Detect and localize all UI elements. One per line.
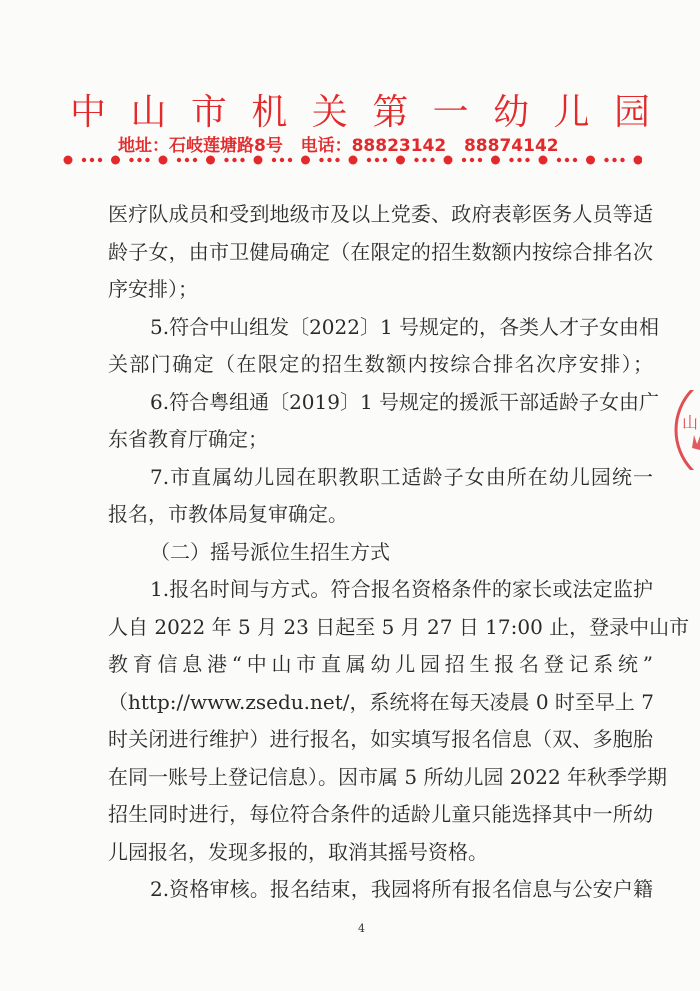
text-line: 医疗队成员和受到地级市及以上党委、政府表彰医务人员等适 xyxy=(108,202,653,226)
rule-small-dot xyxy=(573,158,577,162)
rule-small-dot xyxy=(185,158,189,162)
rule-dot xyxy=(301,156,310,165)
rule-dot xyxy=(254,156,263,165)
text-line: 关部门确定（在限定的招生数额内按综合排名次序安排）； xyxy=(108,352,653,376)
rule-dot xyxy=(586,156,595,165)
rule-small-dot xyxy=(367,158,371,162)
rule-small-dot xyxy=(137,158,141,162)
text-line: 1.报名时间与方式。符合报名资格条件的家长或法定监护 xyxy=(150,577,653,601)
rule-small-dot xyxy=(620,158,624,162)
page-number: 4 xyxy=(358,922,365,935)
rule-small-dot xyxy=(414,158,418,162)
title-char: 关 xyxy=(311,92,348,133)
rule-dot xyxy=(64,156,73,165)
rule-small-dot xyxy=(478,158,482,162)
rule-small-dot xyxy=(383,158,387,162)
rule-dot xyxy=(111,156,120,165)
text-line: 7.市直属幼儿园在职教职工适龄子女由所在幼儿园统一 xyxy=(150,464,653,489)
rule-dot xyxy=(159,156,168,165)
rule-small-dot xyxy=(280,158,284,162)
text-line: 2.资格审核。报名结束，我园将所有报名信息与公安户籍 xyxy=(150,877,653,901)
rule-small-dot xyxy=(193,158,197,162)
title-char: 第 xyxy=(372,92,409,133)
seal-char: 山 xyxy=(682,413,699,432)
seal-star-icon xyxy=(692,435,700,450)
rule-small-dot xyxy=(240,158,244,162)
rule-dot xyxy=(206,156,215,165)
text-line: 在同一账号上登记信息）。因市属 5 所幼儿园 2022 年秋季学期 xyxy=(108,764,668,789)
rule-small-dot xyxy=(335,158,339,162)
text-line: 东省教育厅确定； xyxy=(108,427,268,451)
title-char: 机 xyxy=(251,92,288,133)
rule-small-dot xyxy=(272,158,276,162)
rule-small-dot xyxy=(319,158,323,162)
rule-dot xyxy=(444,156,453,165)
letterhead-address: 地址：石岐莲塘路8号 电话：88823142 88874142 xyxy=(118,136,559,156)
rule-small-dot xyxy=(525,158,529,162)
text-line: 儿园报名，发现多报的，取消其摇号资格。 xyxy=(108,839,488,864)
text-line: 龄子女，由市卫健局确定（在限定的招生数额内按综合排名次 xyxy=(108,239,653,264)
rule-small-dot xyxy=(430,158,434,162)
rule-small-dot xyxy=(98,158,102,162)
title-char: 中 xyxy=(70,92,107,133)
text-line: 报名，市教体局复审确定。 xyxy=(108,502,348,526)
rule-small-dot xyxy=(327,158,331,162)
rule-dot xyxy=(491,156,500,165)
rule-small-dot xyxy=(422,158,426,162)
rule-small-dot xyxy=(462,158,466,162)
rule-small-dot xyxy=(604,158,608,162)
rule-small-dot xyxy=(224,158,228,162)
rule-small-dot xyxy=(145,158,149,162)
rule-small-dot xyxy=(565,158,569,162)
title-char: 儿 xyxy=(553,92,590,133)
rule-small-dot xyxy=(612,158,616,162)
official-seal xyxy=(672,390,700,470)
title-char: 园 xyxy=(613,92,650,133)
title-char: 幼 xyxy=(493,92,530,133)
text-line: 招生同时进行，每位符合条件的适龄儿童只能选择其中一所幼 xyxy=(108,802,653,826)
rule-small-dot xyxy=(288,158,292,162)
text-line: 5.符合中山组发〔2022〕1 号规定的，各类人才子女由相 xyxy=(150,314,660,339)
title-char: 市 xyxy=(190,92,227,133)
rule-small-dot xyxy=(470,158,474,162)
rule-small-dot xyxy=(375,158,379,162)
rule-dot xyxy=(539,156,548,165)
rule-dot xyxy=(349,156,358,165)
rule-small-dot xyxy=(517,158,521,162)
rule-small-dot xyxy=(177,158,181,162)
title-char: 一 xyxy=(432,92,469,133)
text-line: 教育信息港“中山市直属幼儿园招生报名登记系统” xyxy=(108,652,653,676)
text-line: 序安排）； xyxy=(108,277,198,301)
rule-small-dot xyxy=(90,158,94,162)
rule-dot xyxy=(634,156,643,165)
text-line: 6.符合粤组通〔2019〕1 号规定的援派干部适龄子女由广 xyxy=(150,389,660,414)
title-char: 山 xyxy=(130,92,167,133)
letterhead-title xyxy=(70,84,650,135)
rule-small-dot xyxy=(82,158,86,162)
rule-small-dot xyxy=(232,158,236,162)
rule-dot xyxy=(396,156,405,165)
text-line: 时关闭进行维护）进行报名，如实填写报名信息（双、多胞胎 xyxy=(108,727,653,751)
text-line: 人自 2022 年 5 月 23 日起至 5 月 27 日 17:00 止，登录中山市 xyxy=(108,614,690,639)
rule-small-dot xyxy=(129,158,133,162)
letterhead-dotted-rule xyxy=(62,153,642,167)
rule-small-dot xyxy=(557,158,561,162)
text-line: （http://www.zsedu.net/，系统将在每天凌晨 0 时至早上 7 xyxy=(108,689,655,714)
text-line: （二）摇号派位生招生方式 xyxy=(150,539,390,564)
rule-small-dot xyxy=(509,158,513,162)
